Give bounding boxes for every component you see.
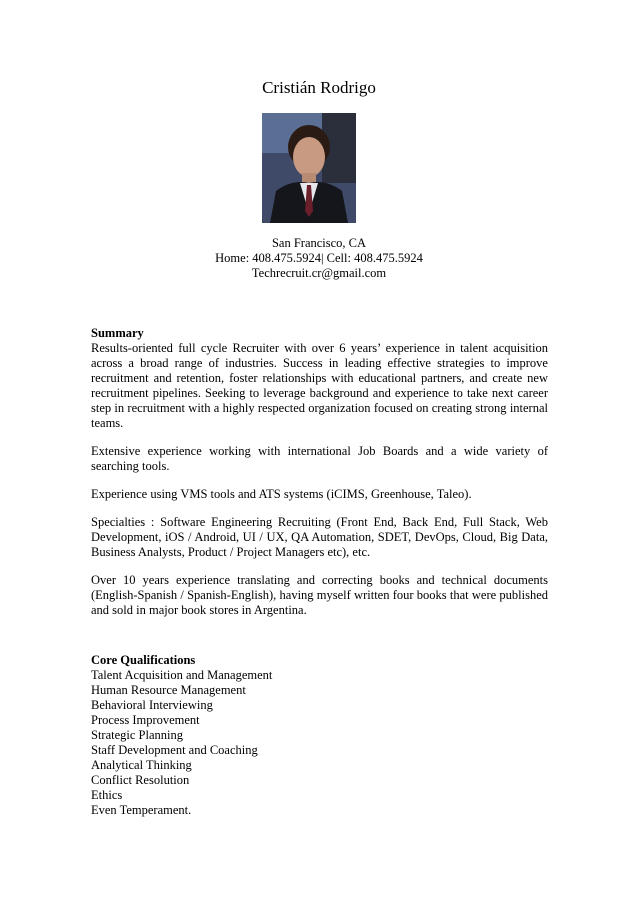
portrait-illustration (262, 113, 356, 223)
list-item: Human Resource Management (91, 683, 246, 697)
list-item: Strategic Planning (91, 728, 183, 742)
core-qualifications-heading: Core Qualifications (91, 653, 196, 667)
summary-heading: Summary (91, 326, 144, 340)
list-item: Behavioral Interviewing (91, 698, 213, 712)
summary-paragraph: Experience using VMS tools and ATS systems (iCIMS, Greenhouse, Taleo). (91, 487, 472, 501)
list-item: Talent Acquisition and Management (91, 668, 273, 682)
summary-paragraph: Results-oriented full cycle Recruiter with over 6 years’ experience in talent acquisition across a broad range of industries. Success in leading effective strategies to improve recruitment and retention, foster relationships with educational partners, and create new recruitment pipelines. Seeking to leverage background and experience to take next career step in recruitment with a highly respected organization focused on creating strong internal teams. (91, 341, 548, 430)
list-item: Process Improvement (91, 713, 200, 727)
section-spacer (91, 631, 548, 653)
email-text: Techrecruit.cr@gmail.com (251, 266, 387, 280)
list-item: Ethics (91, 788, 123, 802)
summary-paragraph: Over 10 years experience translating and correcting books and technical documents (English-Spanish / Spanish-English), having myself written four books that were published and sold in major book stores in Argentina. (91, 573, 548, 617)
list-item: Even Temperament. (91, 803, 192, 817)
contact-block (0, 236, 638, 281)
core-qualifications-list (91, 668, 548, 818)
list-item: Staff Development and Coaching (91, 743, 258, 757)
list-item: Analytical Thinking (91, 758, 192, 772)
candidate-name: Cristián Rodrigo (262, 78, 376, 97)
phone-text: Home: 408.475.5924| Cell: 408.475.5924 (215, 251, 423, 265)
list-item: Conflict Resolution (91, 773, 190, 787)
location-text: San Francisco, CA (271, 236, 367, 250)
summary-paragraph: Specialties : Software Engineering Recruiting (Front End, Back End, Full Stack, Web Development, iOS / Android, UI / UX, QA Automation, SDET, DevOps, Cloud, Big Data, Business Analysts, Product / Project Managers etc), etc. (91, 515, 548, 559)
profile-photo (262, 113, 356, 223)
resume-body (91, 326, 548, 818)
summary-paragraph: Extensive experience working with international Job Boards and a wide variety of searching tools. (91, 444, 548, 473)
